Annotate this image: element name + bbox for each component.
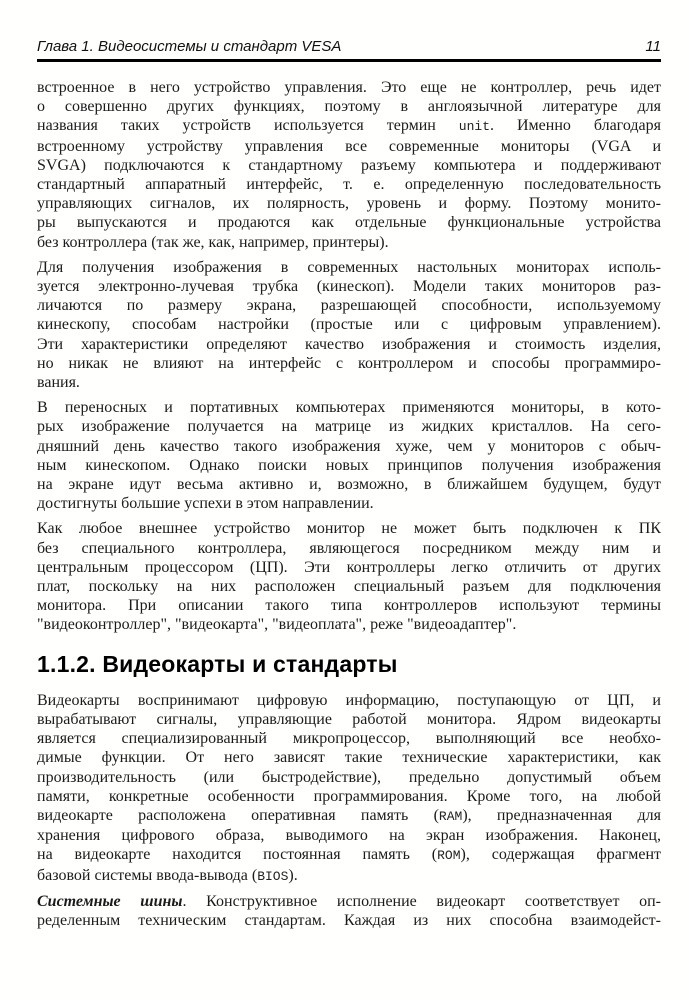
text-run: дняшний день качество такого изображения хуже, чем у мониторов с обыч- (37, 437, 661, 455)
text-line (37, 78, 661, 97)
text-line (37, 315, 661, 334)
text-run: производительность (или быстродействие), предельно допустимый объем (37, 768, 661, 786)
text-line (37, 213, 661, 232)
text-run: встроенное в него устройство управления. Это еще не контроллер, речь идет (37, 79, 661, 96)
inline-code-term: unit (458, 119, 491, 135)
text-line (37, 335, 661, 354)
text-run: димые функции. От него зависят такие технические характеристики, как (37, 749, 661, 767)
text-run: центральным процессором (ЦП). Эти контроллеры легко отличить от других (37, 558, 661, 576)
text-run: является специализированный микропроцессор, выполняющий все необхо- (37, 730, 661, 748)
lead-term: Системные шины (37, 892, 183, 910)
text-line (37, 845, 661, 865)
text-run: видеокарте расположена оперативная память ( (37, 806, 439, 824)
text-run: базовой системы ввода-вывода ( (37, 866, 258, 884)
paragraph (37, 519, 661, 634)
text-run: личаются по размеру экрана, разрешающей способности, используемому (37, 297, 661, 315)
text-run: "видеоконтроллер", "видеокарта", "видеоплата", реже "видеоадаптер". (37, 616, 517, 634)
text-line (37, 691, 661, 710)
text-run: плат, поскольку на них расположен специальный разъем для подключения (37, 578, 661, 596)
text-line (37, 911, 661, 930)
inline-code-term: ROM (437, 848, 461, 864)
text-line (37, 437, 661, 456)
paragraph (37, 258, 661, 392)
text-line (37, 748, 661, 767)
text-run: без контроллера (так же, как, например, принтеры). (37, 233, 389, 251)
text-run: зуется электронно-лучевая трубка (кинескоп). Модели таких мониторов раз- (37, 278, 661, 296)
text-run: ). (288, 866, 298, 884)
text-run: . Конструктивное исполнение видеокарт соответствует оп- (182, 892, 662, 910)
text-run: достигнуты большие успехи в этом направлении. (37, 495, 374, 513)
text-run: встроенному устройству управления все современные мониторы (VGA и (37, 137, 661, 155)
paragraph (37, 78, 661, 252)
text-line (37, 373, 661, 392)
text-run: управляющих сигналов, их полярность, уровень и форму. Поэтому монито- (37, 195, 661, 213)
text-run: В переносных и портативных компьютерах применяются мониторы, в кото- (37, 399, 661, 417)
text-line (37, 787, 661, 806)
text-line (37, 729, 661, 748)
text-run: стандартный аппаратный интерфейс, т. е. определенную последовательность (37, 176, 661, 194)
text-line (37, 277, 661, 296)
text-line (37, 116, 661, 136)
section-heading: 1.1.2. Видеокарты и стандарты (37, 650, 398, 677)
text-line (37, 519, 661, 538)
text-line (37, 417, 661, 436)
text-run: названия таких устройств используется термин (37, 117, 459, 135)
text-line (37, 768, 661, 787)
text-run: Для получения изображения в современных настольных мониторах исполь- (37, 258, 661, 276)
text-run: вания. (37, 374, 80, 392)
content (37, 78, 661, 930)
text-line (37, 539, 661, 558)
text-line (37, 494, 661, 513)
text-line (37, 194, 661, 213)
text-line (37, 398, 661, 417)
text-line (37, 710, 661, 729)
text-run: ным кинескопом. Однако поиски новых принципов получения изображения (37, 456, 661, 474)
inline-code-term: RAM (438, 808, 463, 824)
text-run: рых изображение получается на матрице из жидких кристаллов. На сего- (37, 418, 661, 436)
text-run: ры выпускаются и продаются как отдельные функциональные устройства (37, 214, 661, 232)
text-run: на видеокарте находится постоянная память ( (37, 846, 438, 864)
text-line (37, 475, 661, 494)
paragraph (37, 691, 661, 886)
text-line (37, 456, 661, 475)
paragraph (37, 892, 661, 930)
text-run: монитора. При описании такого типа контроллеров используют термины (37, 597, 661, 615)
text-run: Видеокарты воспринимают цифровую информацию, поступающую от ЦП, и (37, 691, 661, 709)
text-run: ), содержащая фрагмент (460, 846, 662, 864)
text-line (37, 175, 661, 194)
text-line (37, 866, 661, 886)
text-line (37, 577, 661, 596)
running-header (37, 38, 661, 62)
text-line (37, 826, 661, 845)
text-line (37, 296, 661, 315)
text-line (37, 233, 661, 252)
text-run: на экране идут весьма активно и, возможно, в ближайшем будущем, будут (37, 476, 661, 494)
text-line (37, 806, 661, 826)
text-line (37, 892, 661, 911)
text-run: но никак не влияют на интерфейс с контроллером и способы программиро- (37, 354, 661, 372)
text-run: о совершенно других функциях, поэтому в англоязычной литературе для (37, 98, 661, 116)
text-line (37, 137, 661, 156)
text-run: памяти, конкретные особенности программирования. Кроме того, на любой (37, 787, 661, 805)
inline-code-term: BIOS (257, 868, 289, 884)
text-line (37, 156, 661, 175)
text-run: ределенным техническим стандартам. Каждая из них способна взаимодейст- (37, 911, 661, 929)
text-line (37, 97, 661, 116)
text-line (37, 354, 661, 373)
text-run: Эти характеристики определяют качество изображения и стоимость изделия, (37, 335, 661, 353)
text-line (37, 615, 661, 634)
text-run: ), предназначенная для (462, 806, 661, 824)
text-line (37, 558, 661, 577)
chapter-title: Глава 1. Видеосистемы и стандарт VESA (37, 38, 342, 55)
paragraph (37, 398, 661, 513)
text-line (37, 596, 661, 615)
page-number: 11 (645, 38, 661, 55)
text-run: без специального контроллера, являющегося посредником между ним и (37, 539, 661, 557)
text-line (37, 258, 661, 277)
text-run: хранения цифрового образа, выводимого на экран изображения. Наконец, (37, 827, 661, 845)
text-run: вырабатывают сигналы, управляющие работой монитора. Ядром видеокарты (37, 710, 661, 728)
text-run: . Именно благодаря (490, 117, 661, 135)
text-run: SVGA) подключаются к стандартному разъему компьютера и поддерживают (37, 156, 661, 174)
text-run: кинескопу, способам настройки (простые или с цифровым управлением). (37, 316, 661, 334)
text-run: Как любое внешнее устройство монитор не может быть подключен к ПК (37, 520, 661, 538)
